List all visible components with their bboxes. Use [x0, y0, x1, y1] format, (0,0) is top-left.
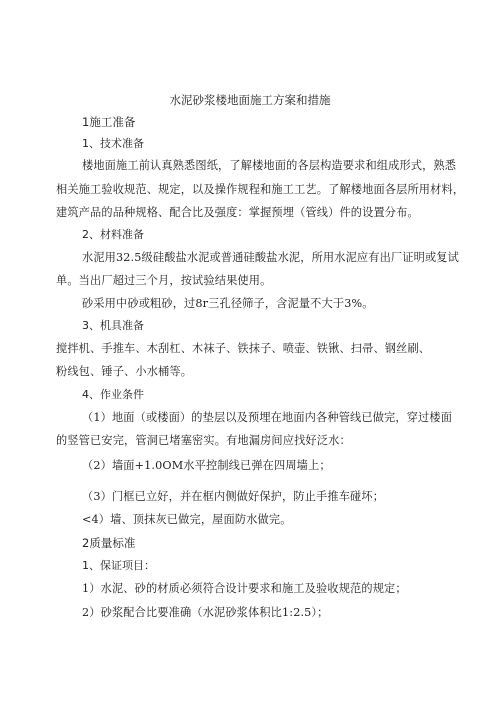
paragraph-line: 水泥用32.5级硅酸盐水泥或普通硅酸盐水泥，所用水泥应有出厂证明或复试	[82, 251, 459, 264]
subheading-material-preparation: 2、材料准备	[82, 228, 144, 241]
paragraph-line: 楼地面施工前认真熟悉图纸，了解楼地面的各层构造要求和组成形式，熟悉	[82, 159, 457, 172]
paragraph-line: （2）墙面+1.0OM水平控制线已弹在四周墙上；	[82, 459, 331, 472]
paragraph-line: 1）水泥、砂的材质必须符合设计要求和施工及验收规范的规定；	[82, 582, 407, 595]
paragraph-line: 的竖管已安完，管洞已堵塞密实。有地漏房间应找好泛水：	[56, 434, 351, 447]
paragraph-line: 单。当出厂超过三个月，按试验结果使用。	[56, 274, 272, 287]
subheading-tool-preparation: 3、机具准备	[82, 319, 144, 332]
paragraph-line: 相关施工验收规范、规定，以及操作规程和施工工艺。了解楼地面各层所用材料，	[56, 183, 465, 196]
paragraph-line: 搅拌机、手推车、木刮杠、木袜子、铁抹子、喷壶、铁锹、扫帚、钢丝刷、	[56, 342, 431, 355]
paragraph-line: 砂采用中砂或粗砂，过8r三孔径筛子，含泥量不大于3%。	[82, 297, 374, 310]
subheading-guarantee-items: 1、保证项目：	[82, 559, 155, 572]
paragraph-line: （3）门框已立好，并在框内侧做好保护，防止手推车碰坏；	[82, 490, 385, 503]
paragraph-line: 建筑产品的品种规格、配合比及强度：掌握预埋（管线）件的设置分布。	[56, 206, 419, 219]
paragraph-line: （1）地面（或楼面）的垫层以及预埋在地面内各种管线已做完，穿过楼面	[82, 411, 453, 424]
subheading-technical-preparation: 1、技术准备	[82, 137, 144, 150]
paragraph-line: 2）砂浆配合比要准确（水泥砂浆体积比1:2.5）；	[82, 606, 329, 619]
document-title: 水泥砂浆楼地面施工方案和措施	[169, 93, 331, 107]
paragraph-line: 粉线包、锤子、小水桶等。	[56, 365, 193, 378]
paragraph-line: <4）墙、顶抹灰已做完，屋面防水做完。	[82, 513, 292, 526]
section-heading-preparation: 1施工准备	[82, 115, 136, 129]
section-heading-quality-standards: 2质量标准	[82, 536, 136, 550]
subheading-work-conditions: 4、作业条件	[82, 388, 144, 401]
